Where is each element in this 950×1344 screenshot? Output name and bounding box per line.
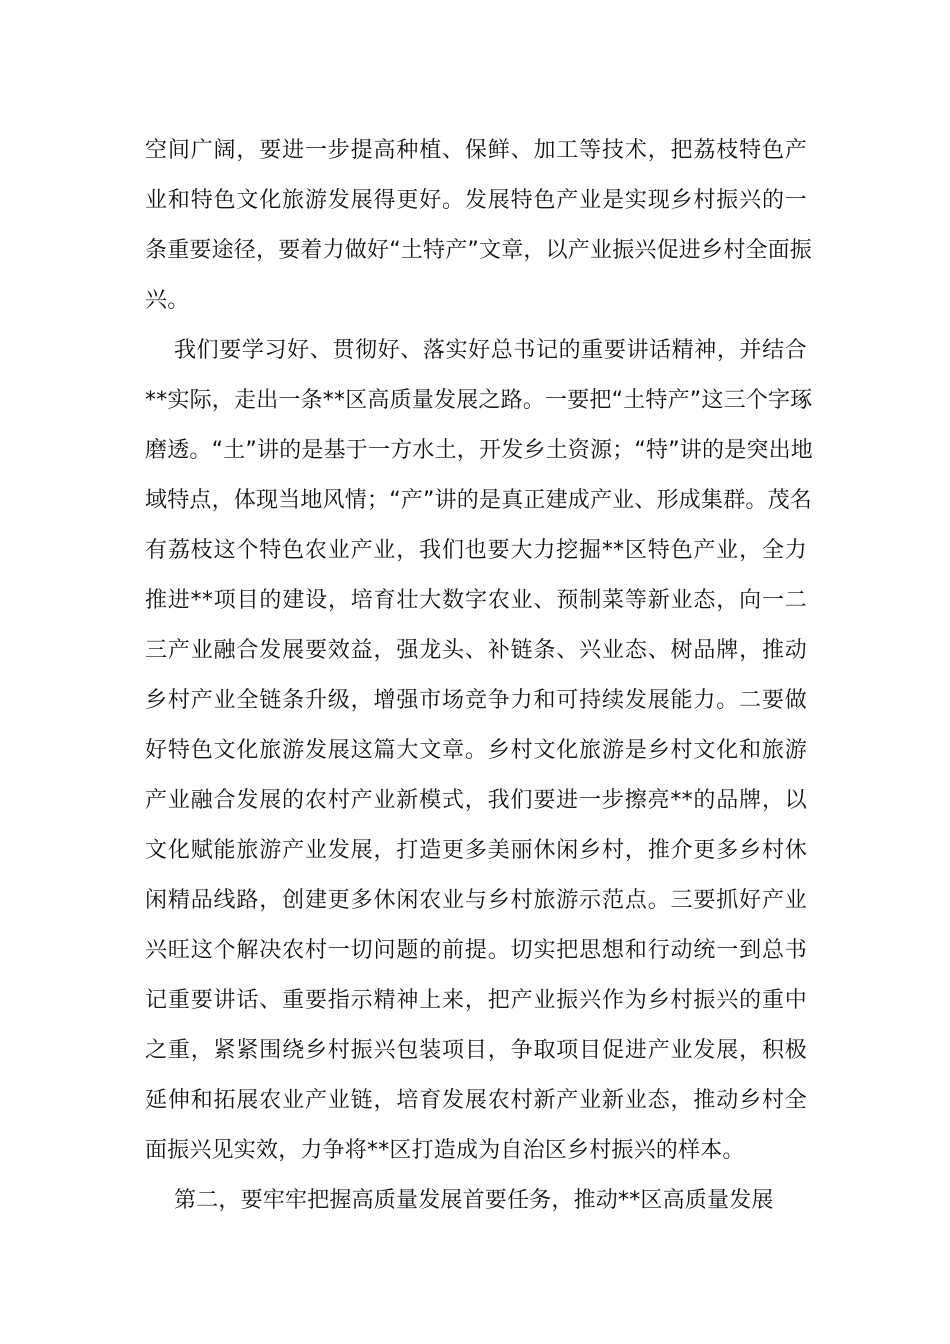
- paragraph-line: 兴。: [145, 288, 190, 313]
- document-body: [145, 126, 813, 1226]
- paragraph-line: 磨透。“土”讲的是基于一方水土，开发乡土资源；“特”讲的是突出地: [145, 438, 813, 463]
- paragraph-line: 闲精品线路，创建更多休闲农业与乡村旅游示范点。三要抓好产业: [145, 888, 807, 913]
- paragraph-line: 第二，要牢牢把握高质量发展首要任务，推动**区高质量发展: [174, 1188, 774, 1213]
- paragraph-2: [145, 326, 813, 1176]
- paragraph-line: 延伸和拓展农业产业链，培育发展农村新产业新业态，推动乡村全: [145, 1088, 807, 1113]
- paragraph-line: 之重，紧紧围绕乡村振兴包装项目，争取项目促进产业发展，积极: [145, 1038, 807, 1063]
- paragraph-line: 产业融合发展的农村产业新模式，我们要进一步擦亮**的品牌，以: [145, 788, 807, 813]
- paragraph-line: 域特点，体现当地风情；“产”讲的是真正建成产业、形成集群。茂名: [145, 488, 812, 513]
- paragraph-line: 有荔枝这个特色农业产业，我们也要大力挖掘**区特色产业，全力: [145, 538, 807, 563]
- paragraph-line: 我们要学习好、贯彻好、落实好总书记的重要讲话精神，并结合: [174, 338, 807, 363]
- paragraph-line: 记重要讲话、重要指示精神上来，把产业振兴作为乡村振兴的重中: [145, 988, 807, 1013]
- paragraph-line: 三产业融合发展要效益，强龙头、补链条、兴业态、树品牌，推动: [145, 638, 807, 663]
- paragraph-line: 空间广阔，要进一步提高种植、保鲜、加工等技术，把荔枝特色产: [145, 138, 807, 163]
- paragraph-line: 兴旺这个解决农村一切问题的前提。切实把思想和行动统一到总书: [145, 938, 807, 963]
- paragraph-line: 面振兴见实效，力争将**区打造成为自治区乡村振兴的样本。: [145, 1138, 745, 1163]
- paragraph-line: 推进**项目的建设，培育壮大数字农业、预制菜等新业态，向一二: [145, 588, 807, 613]
- paragraph-3: [145, 1176, 807, 1226]
- paragraph-line: 乡村产业全链条升级，增强市场竞争力和可持续发展能力。二要做: [145, 688, 807, 713]
- paragraph-line: **实际，走出一条**区高质量发展之路。一要把“土特产”这三个字琢: [145, 388, 813, 413]
- paragraph-1: [145, 126, 812, 326]
- paragraph-line: 好特色文化旅游发展这篇大文章。乡村文化旅游是乡村文化和旅游: [145, 738, 807, 763]
- paragraph-line: 文化赋能旅游产业发展，打造更多美丽休闲乡村，推介更多乡村休: [145, 838, 807, 863]
- paragraph-line: 条重要途径，要着力做好“土特产”文章，以产业振兴促进乡村全面振: [145, 238, 812, 263]
- paragraph-line: 业和特色文化旅游发展得更好。发展特色产业是实现乡村振兴的一: [145, 188, 807, 213]
